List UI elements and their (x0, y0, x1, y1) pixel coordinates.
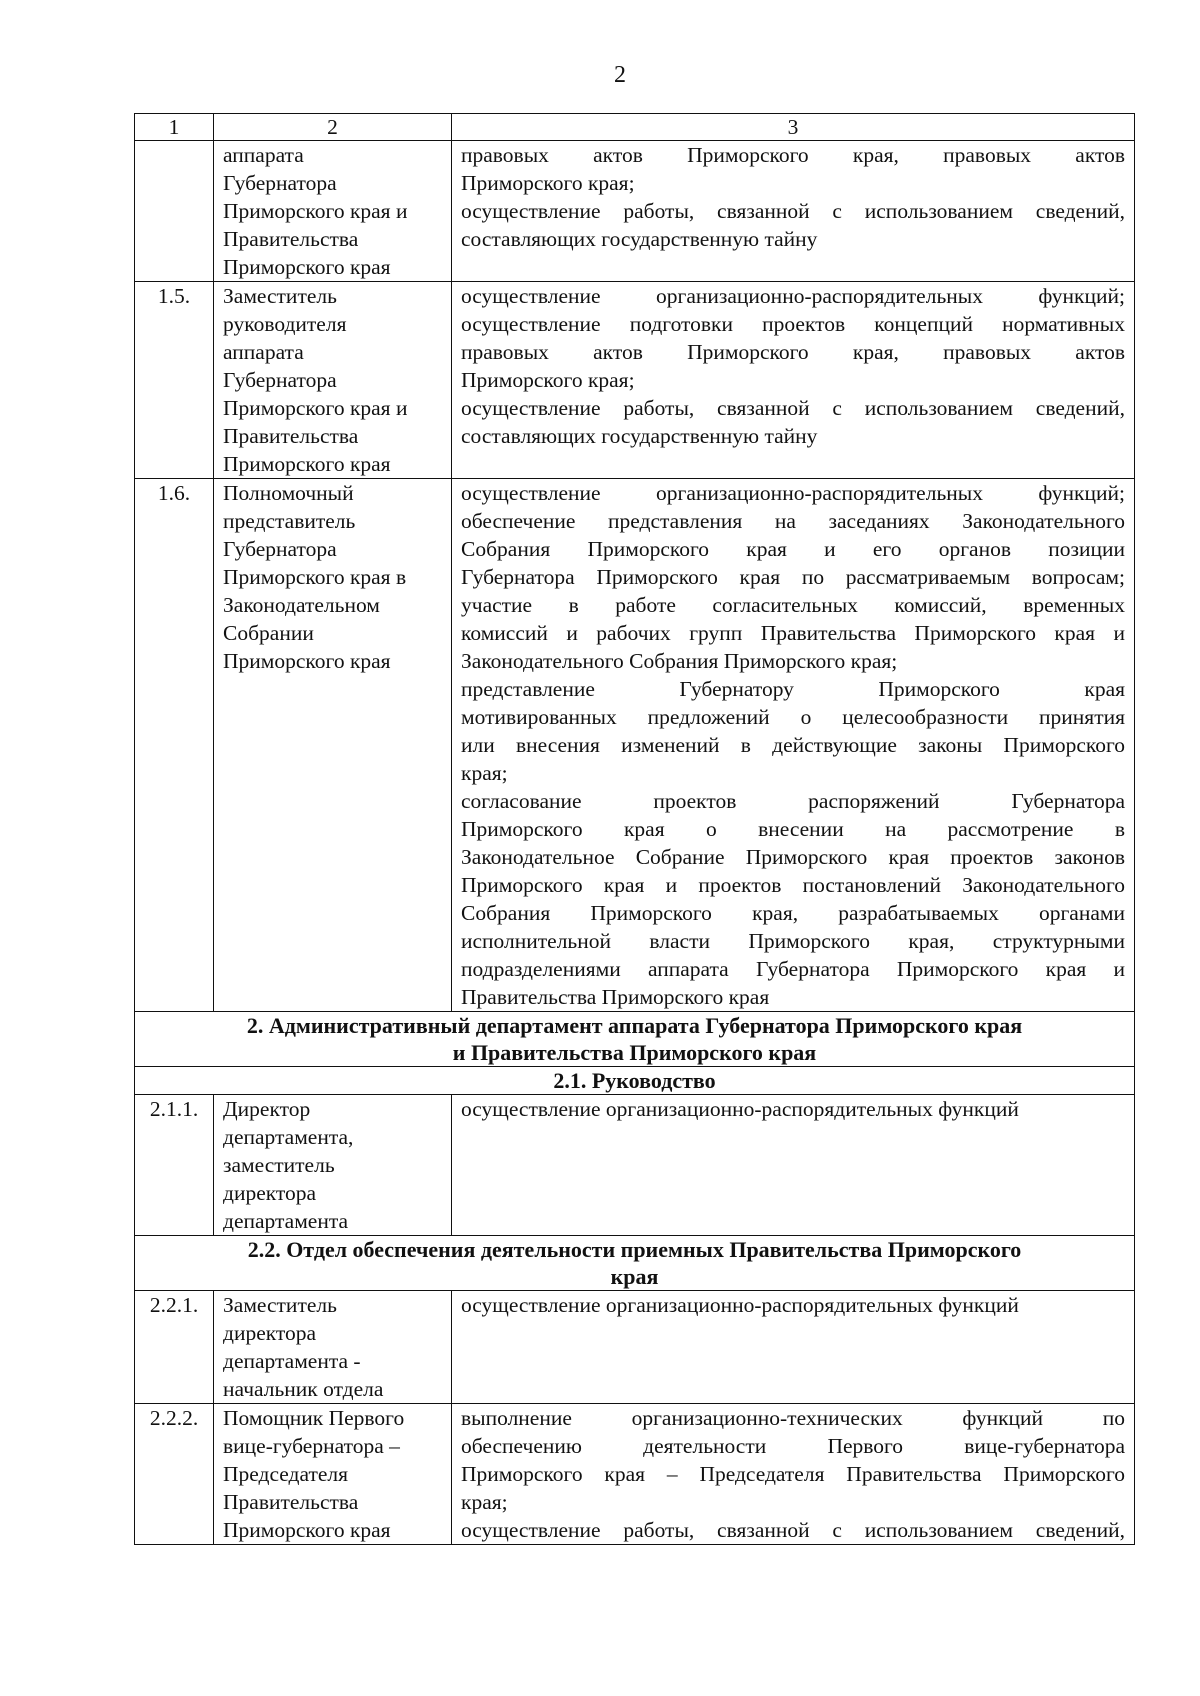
duty-line: Губернатора Приморского края по рассматриваемым вопросам; (461, 565, 1125, 589)
duty-line: осуществление организационно-распорядительных функций; (461, 284, 1125, 308)
position-line: Губернатора (223, 537, 337, 561)
table-row (135, 141, 1135, 282)
duty-line: Приморского края и проектов постановлений Законодательного (461, 873, 1125, 897)
duty-line: Приморского края; (461, 368, 635, 392)
duty-line: комиссий и рабочих групп Правительства Приморского края и (461, 621, 1125, 645)
position-line: Полномочный (223, 481, 354, 505)
position-line: аппарата (223, 143, 304, 167)
row-number: 2.1.1. (135, 1095, 214, 1236)
position-line: Приморского края в (223, 565, 407, 589)
duty-line: составляющих государственную тайну (461, 227, 818, 251)
duty-line: мотивированных предложений о целесообразности принятия (461, 705, 1125, 729)
position-line: Собрании (223, 621, 314, 645)
position-line: директора (223, 1181, 317, 1205)
duty-line: Собрания Приморского края и его органов позиции (461, 537, 1125, 561)
position-line: Приморского края (223, 1518, 391, 1542)
position-cell (214, 282, 452, 479)
header-col-2: 2 (214, 114, 452, 141)
position-line: Приморского края и (223, 396, 408, 420)
table-row (135, 282, 1135, 479)
duty-line: составляющих государственную тайну (461, 424, 818, 448)
table-row (135, 479, 1135, 1012)
header-col-1: 1 (135, 114, 214, 141)
duty-line: согласование проектов распоряжений Губернатора (461, 789, 1125, 813)
duty-line: обеспечение представления на заседаниях Законодательного (461, 509, 1125, 533)
subsection-title-row (135, 1236, 1135, 1291)
position-line: департамента, (223, 1125, 354, 1149)
duty-line: осуществление организационно-распорядительных функций (461, 1293, 1019, 1317)
position-line: Губернатора (223, 368, 337, 392)
position-line: Председателя (223, 1462, 349, 1486)
duty-line: Законодательного Собрания Приморского края; (461, 649, 898, 673)
position-line: представитель (223, 509, 356, 533)
duties-cell (452, 1291, 1135, 1404)
position-line: Правительства (223, 424, 359, 448)
row-number: 2.2.2. (135, 1404, 214, 1545)
position-line: Правительства (223, 227, 359, 251)
row-number (135, 141, 214, 282)
duty-line: выполнение организационно-технических функций по (461, 1406, 1125, 1430)
section-title-row (135, 1012, 1135, 1067)
duty-line: подразделениями аппарата Губернатора Приморского края и (461, 957, 1125, 981)
position-cell (214, 141, 452, 282)
duty-line: или внесения изменений в действующие законы Приморского (461, 733, 1125, 757)
duties-cell (452, 282, 1135, 479)
section-title-line: и Правительства Приморского края (452, 1040, 817, 1065)
table-header-row (135, 114, 1135, 141)
position-line: Приморского края (223, 255, 391, 279)
page-number: 2 (614, 62, 626, 88)
row-number: 1.5. (135, 282, 214, 479)
position-line: директора (223, 1321, 317, 1345)
duty-line: исполнительной власти Приморского края, структурными (461, 929, 1125, 953)
duty-line: осуществление работы, связанной с использованием сведений, (461, 199, 1125, 223)
duty-line: участие в работе согласительных комиссий, временных (461, 593, 1125, 617)
duty-line: Правительства Приморского края (461, 985, 770, 1009)
position-line: департамента - (223, 1349, 361, 1373)
subsection-title-line: края (610, 1264, 659, 1289)
duties-cell (452, 1404, 1135, 1545)
duties-cell (452, 1095, 1135, 1236)
position-cell (214, 1291, 452, 1404)
duty-line: осуществление подготовки проектов концепций нормативных (461, 312, 1125, 336)
duty-line: правовых актов Приморского края, правовых актов (461, 143, 1125, 167)
duty-line: осуществление работы, связанной с использованием сведений, (461, 396, 1125, 420)
duty-line: Приморского края – Председателя Правительства Приморского (461, 1462, 1125, 1486)
duty-line: представление Губернатору Приморского края (461, 677, 1125, 701)
position-line: Заместитель (223, 284, 337, 308)
position-line: Приморского края и (223, 199, 408, 223)
position-line: руководителя (223, 312, 347, 336)
duty-line: осуществление организационно-распорядительных функций; (461, 481, 1125, 505)
subsection-title-line: 2.2. Отдел обеспечения деятельности приемных Правительства Приморского (247, 1237, 1022, 1262)
position-line: Приморского края (223, 452, 391, 476)
duty-line: осуществление организационно-распорядительных функций (461, 1097, 1019, 1121)
position-line: Законодательном (223, 593, 380, 617)
row-number: 2.2.1. (135, 1291, 214, 1404)
duty-line: края; (461, 1490, 508, 1514)
position-line: начальник отдела (223, 1377, 384, 1401)
duty-line: правовых актов Приморского края, правовых актов (461, 340, 1125, 364)
position-line: Правительства (223, 1490, 359, 1514)
position-line: вице-губернатора – (223, 1434, 400, 1458)
duty-line: Собрания Приморского края, разрабатываемых органами (461, 901, 1125, 925)
section-title (135, 1012, 1135, 1067)
position-line: заместитель (223, 1153, 335, 1177)
subsection-title-line: 2.1. Руководство (553, 1068, 716, 1093)
duty-line: обеспечению деятельности Первого вице-губернатора (461, 1434, 1125, 1458)
position-line: Помощник Первого (223, 1406, 405, 1430)
duties-cell (452, 479, 1135, 1012)
position-cell (214, 1404, 452, 1545)
duty-line: Приморского края; (461, 171, 635, 195)
subsection-title (135, 1236, 1135, 1291)
table-row (135, 1095, 1135, 1236)
position-line: Директор (223, 1097, 311, 1121)
position-line: Приморского края (223, 649, 391, 673)
row-number: 1.6. (135, 479, 214, 1012)
table-row (135, 1291, 1135, 1404)
position-line: Губернатора (223, 171, 337, 195)
duty-line: Приморского края о внесении на рассмотрение в (461, 817, 1125, 841)
position-line: департамента (223, 1209, 349, 1233)
table-row (135, 1404, 1135, 1545)
position-cell (214, 1095, 452, 1236)
section-title-line: 2. Административный департамент аппарата Губернатора Приморского края (246, 1013, 1023, 1038)
subsection-title-row (135, 1067, 1135, 1095)
duties-cell (452, 141, 1135, 282)
position-line: аппарата (223, 340, 304, 364)
header-col-3: 3 (452, 114, 1135, 141)
duty-line: Законодательное Собрание Приморского края проектов законов (461, 845, 1125, 869)
position-cell (214, 479, 452, 1012)
duty-line: осуществление работы, связанной с использованием сведений, (461, 1518, 1125, 1542)
staff-positions-table (134, 113, 1135, 1545)
position-line: Заместитель (223, 1293, 337, 1317)
duty-line: края; (461, 761, 508, 785)
subsection-title (135, 1067, 1135, 1095)
